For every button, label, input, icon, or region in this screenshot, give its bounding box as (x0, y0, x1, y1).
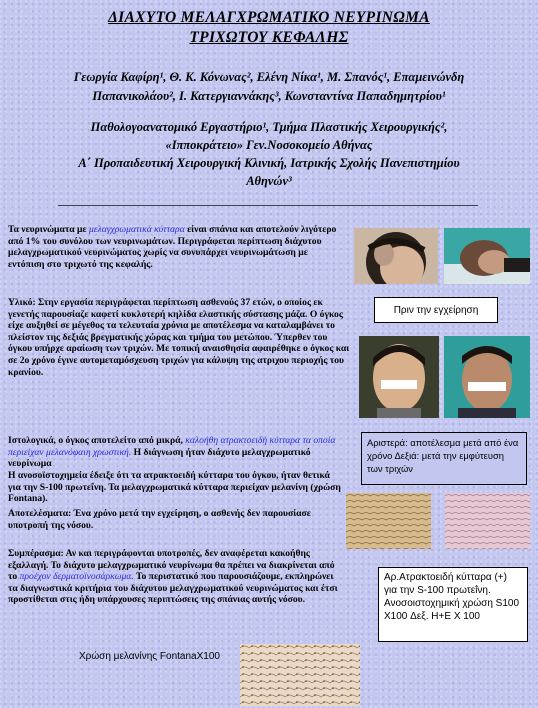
affil-line-2: «Ιπποκράτειο» Γεν.Νοσοκομείο Αθήνας (165, 138, 373, 152)
histo-text-a: Ιστολογικά, ο όγκος αποτελείτο από μικρά, (8, 435, 186, 446)
caption-before-text: Πριν την εγχείρηση (393, 305, 479, 316)
affil-line-1: Παθολογοανατομικό Εργαστήριο¹, Τμήμα Πλαστικής Χειρουργικής², (90, 120, 448, 134)
histo-highlight: καλοήθη ατρακτοειδή κύτταρα τα οποία περιείχαν μελανόφαιη χρωστική. (8, 435, 336, 458)
caption-micrographs: Αρ.Ατρακτοειδή κύτταρα (+) για την S-100 πρωτεΐνη. Ανοσοιστοχημική χρώση S100 X100 Δεξ. H+E X 100 (378, 567, 528, 642)
caption-before-surgery (374, 297, 498, 323)
immuno-paragraph: Η ανοσοϊστοχημεία έδειξε ότι τα ατρακτοειδή κύτταρα του όγκου, ήταν θετικά για την S-100 πρωτεΐνη. Τα μελαγχρωματικά κύτταρα περιείχαν μελανίνη (χρώση Fontana). (8, 470, 341, 505)
title-line-1: ΔΙΑΧΥΤΟ ΜΕΛΑΓΧΡΩΜΑΤΙΚΟ ΝΕΥΡΙΝΩΜΑ (108, 9, 430, 26)
patient-profile-photo (444, 228, 530, 284)
intro-text-b: είναι σπάνια και αποτελούν λιγότερο από 1% του συνόλου των νευρινωμάτων. Περιγράφεται περίπτωση διάχυτου μελαγχρωματικού νευρινώματος χωρίς να συνυπάρχει νευρινωμάτωση με εντόπιση στο τριχωτό της κεφαλής. (8, 224, 337, 270)
authors (30, 68, 508, 106)
caption-after-surgery: Αριστερά: αποτέλεσμα μετά από ένα χρόνο Δεξιά: μετά την εμφύτευση των τριχών (361, 432, 527, 485)
concl-highlight: προέχον δερματοϊνοσάρκωμα. (19, 571, 134, 583)
poster-title (0, 8, 538, 48)
fontana-micrograph (240, 644, 360, 706)
patient-head-photo (354, 228, 438, 284)
fontana-caption: Χρώση μελανίνης FontanaX100 (79, 651, 220, 662)
divider (58, 205, 478, 206)
patient-front-photo (359, 336, 439, 418)
concl-text-a: Συμπέρασμα: Αν και περιγράφονται υποτροπές, δεν αναφέρεται κακοήθης εξαλλαγή. Το διάχυτο μελαγχρωματικό νευρίνωμα θα πρέπει να διακρίνεται από το (8, 548, 335, 583)
patient-portrait-photo (444, 336, 530, 418)
concl-text-b: Το περιστατικό που παρουσιάζουμε, εκπληρώνει τα διαγνωστικά κριτήρια του διάχυτου μελαγχρωματικού νευρινώματος και έτσι προστίθεται στις ήδη υπάρχουσες περιπτώσεις της σπάνιας αυτής νόσου. (8, 571, 338, 606)
affil-line-4: Αθηνών³ (246, 174, 292, 188)
affil-line-3: Α΄ Προπαιδευτική Χειρουργική Κλινική, Ιατρικής Σχολής Πανεπιστημίου (78, 156, 460, 170)
intro-paragraph (8, 224, 343, 270)
results-paragraph: Αποτελέσματα: Ένα χρόνο μετά την εγχείρηση, ο ασθενής δεν παρουσίασε υποτροπή της νόσου. (8, 508, 311, 531)
histology-paragraph (8, 435, 353, 470)
affiliations (40, 118, 498, 190)
s100-micrograph (346, 493, 431, 549)
intro-highlight: μελαγχρωματικά κύτταρα (88, 224, 185, 235)
conclusion-paragraph (8, 548, 343, 606)
he-micrograph (445, 493, 530, 549)
title-line-2: ΤΡΙΧΩΤΟΥ ΚΕΦΑΛΗΣ (189, 29, 349, 46)
intro-text-a: Τα νευρινώματα με (8, 224, 89, 235)
histo-text-b: Η διάγνωση ήταν διάχυτο μελαγχρωματικό νευρίνωμα (8, 446, 311, 470)
authors-line-2: Παπανικολάου², Ι. Κατεργιαννάκης³, Κωνσταντίνα Παπαδημητρίου¹ (92, 89, 446, 103)
authors-line-1: Γεωργία Καφίρη¹, Θ. Κ. Κόνωνας², Ελένη Νίκα¹, Μ. Σπανός¹, Επαμεινώνδη (73, 70, 465, 84)
material-paragraph: Υλικό: Στην εργασία περιγράφεται περίπτωση ασθενούς 37 ετών, ο οποίος εκ γενετής παρουσίαζε καφετί κυκλοτερή κηλίδα ελαστικής σύστασης μάζα. Ο όγκος είχε αυξηθεί σε μέγεθος τα τελευταία χρόνια με αποτέλεσμα να καταλαμβάνει το πλείστον της δεξιάς βρεγματικής χώρας και τμήμα του μετώπου. Ύπερθεν του όγκου υπήρχε αραίωση των τριχών. Με τοπική αναισθησία αφαιρέθηκε ο όγκος και σε 2ο χρόνο έγινε αυτομεταμόσχευση τριχών για κάλυψη της ατριχου περιοχής του κρανίου. (8, 297, 350, 378)
